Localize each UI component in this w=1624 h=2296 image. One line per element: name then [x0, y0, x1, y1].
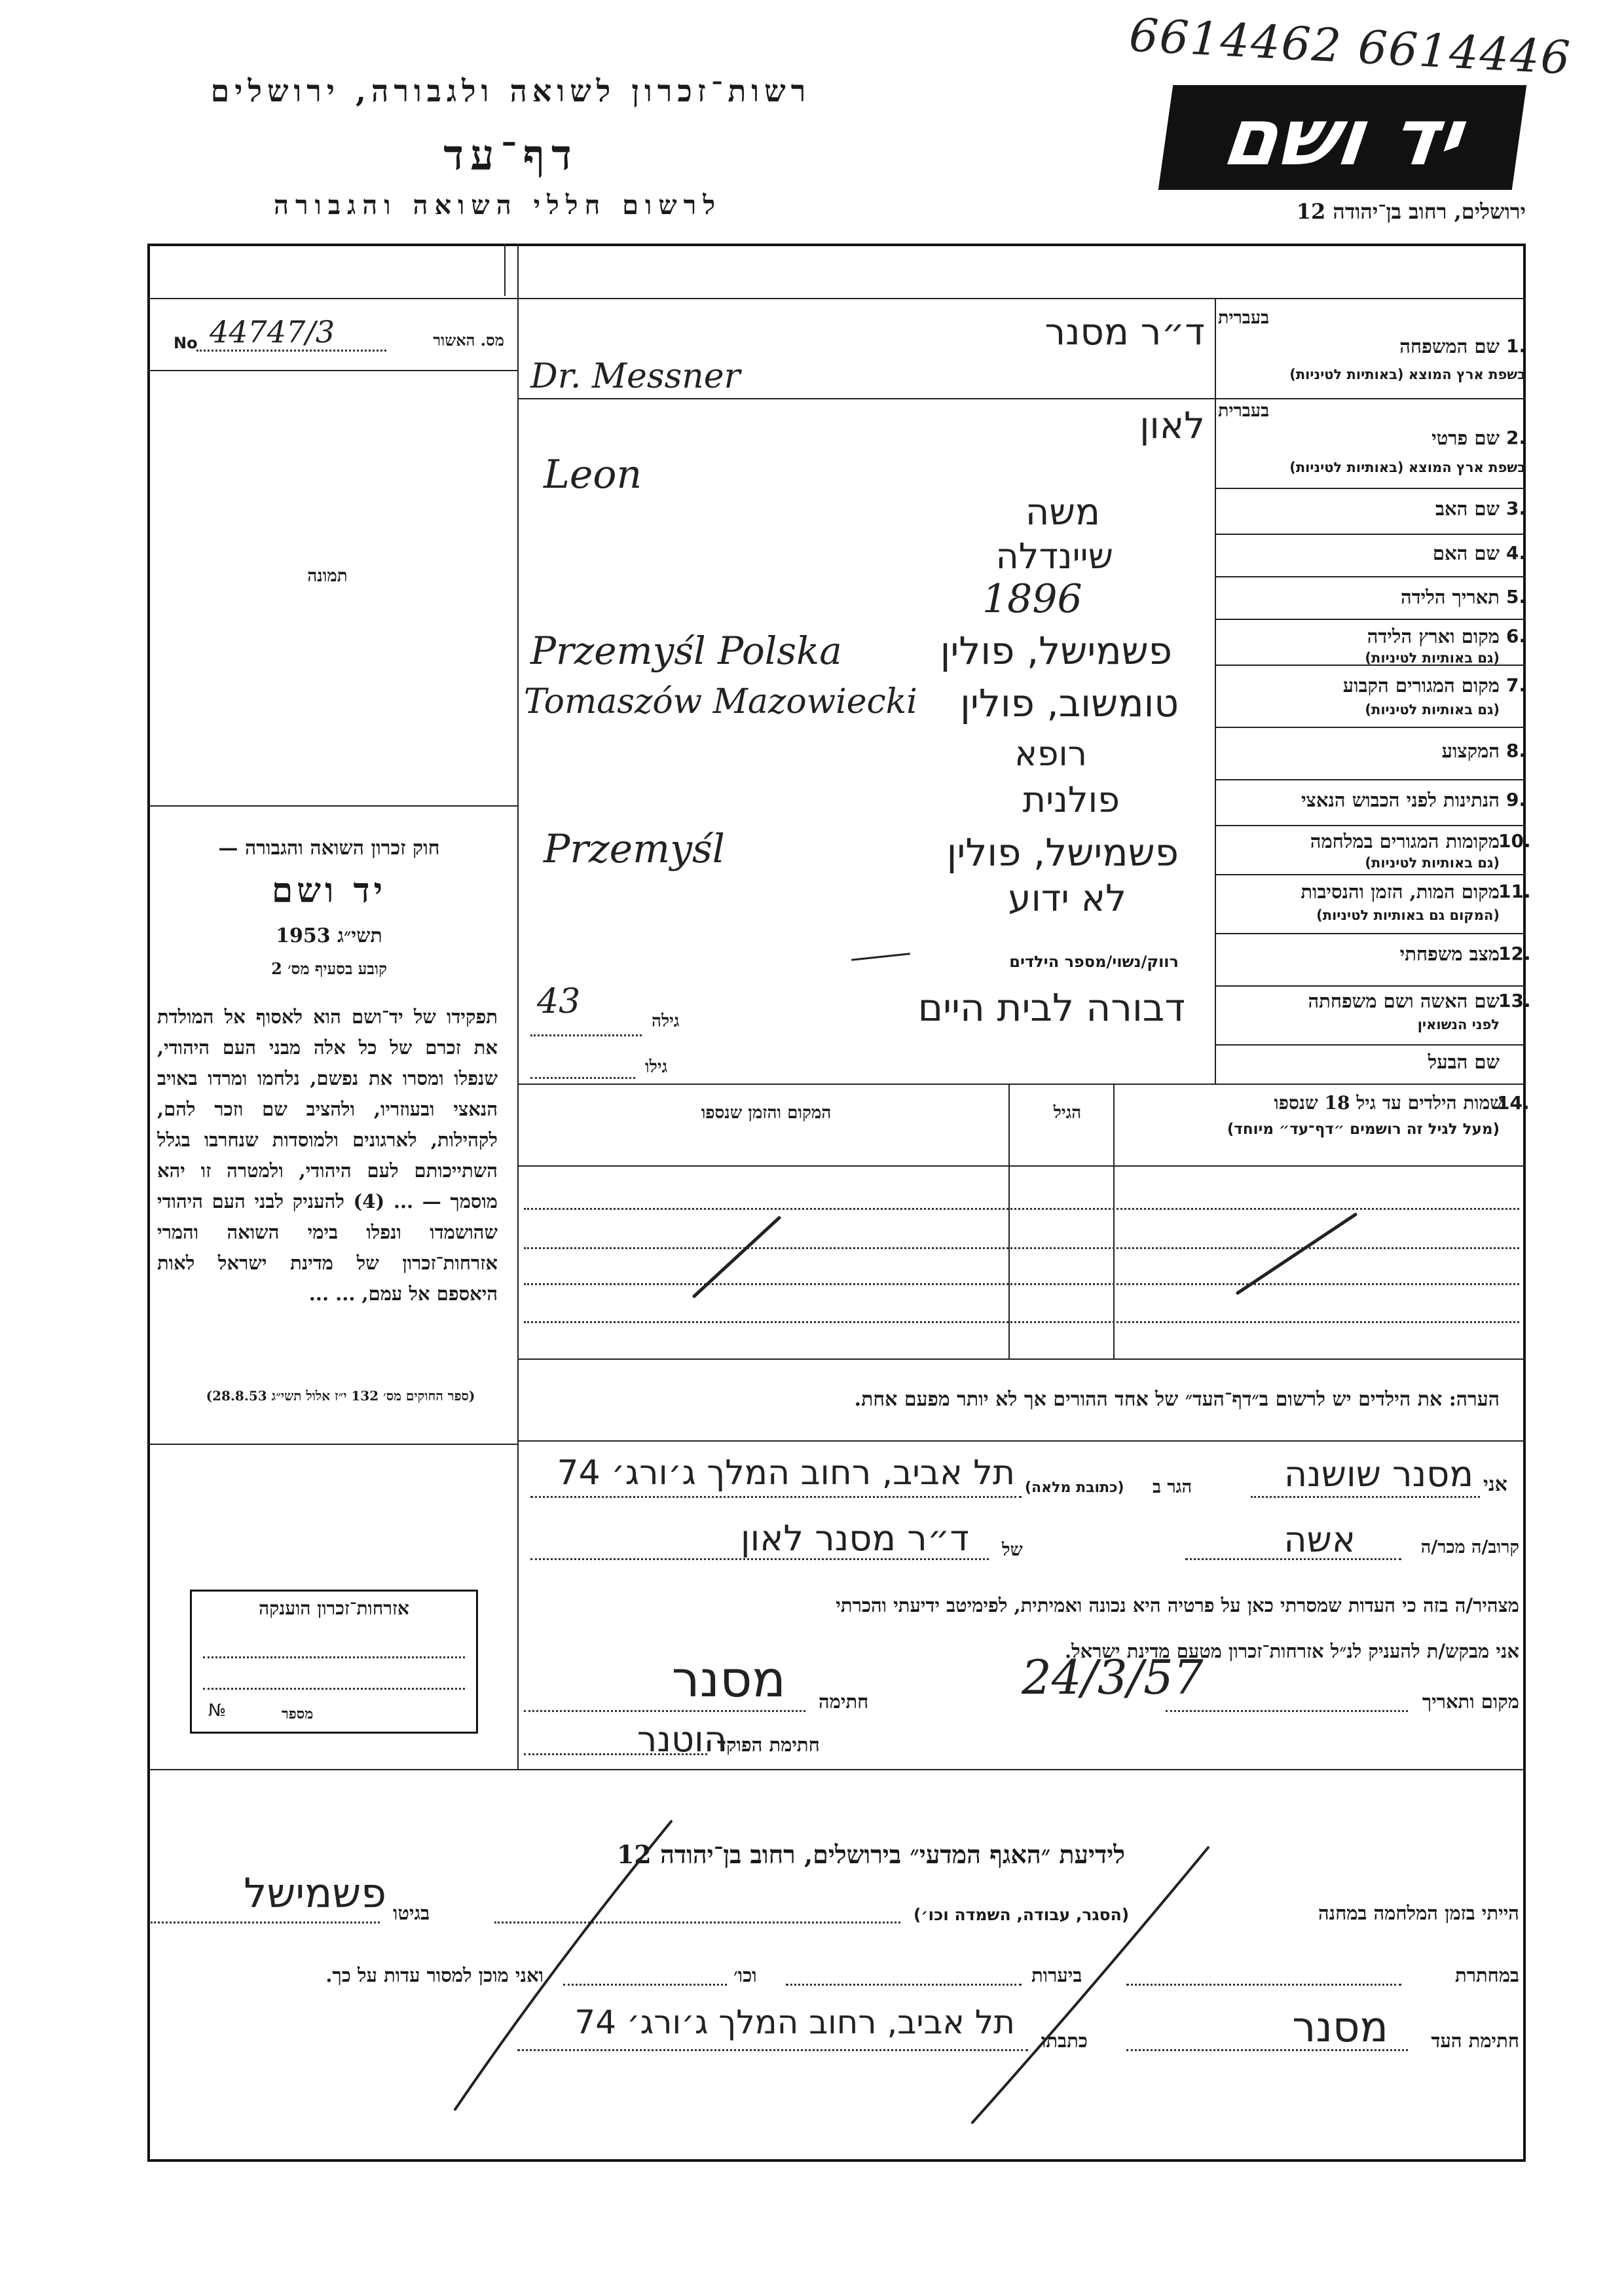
- law-clause: קובע בסעיף מס׳ 2: [271, 959, 387, 978]
- field-13-label: שם האשה ושם משפחתה: [1308, 990, 1500, 1012]
- law-title: חוק זכרון השואה והגבורה —: [218, 837, 440, 860]
- field-10-sub: (גם באותיות לטיניות): [1365, 855, 1500, 871]
- strike-1: [455, 1821, 671, 2109]
- form-title: דף־עד: [443, 131, 578, 180]
- decl-relative-label: קרוב/ה מכר/ה: [1420, 1537, 1519, 1558]
- award-no-label: מספר: [282, 1705, 314, 1722]
- field-2-value-latin: Leon: [544, 452, 642, 498]
- field-1-sub: בשפת ארץ המוצא (באותיות לטיניות): [1289, 367, 1526, 382]
- field-8-value: רופא: [1014, 735, 1087, 774]
- science-address-label: כתבתו: [1041, 2030, 1088, 2052]
- decl-address-hint: (כתובת מלאה): [1025, 1480, 1124, 1496]
- science-line-1a: הייתי בזמן המלחמה במחנה: [1318, 1902, 1519, 1924]
- field-13-age-value: 43: [537, 982, 581, 1021]
- field-13-age-label: גילה: [652, 1011, 680, 1031]
- decl-ani: אני: [1483, 1473, 1507, 1496]
- field-10-value-he: פשמישל, פולין: [946, 830, 1179, 875]
- field-1-value-he: ד״ר מסנר: [1044, 311, 1205, 354]
- field-7-sub: (גם באותיות לטיניות): [1365, 702, 1500, 718]
- field-7-number: 7.: [1506, 674, 1526, 696]
- decl-name-value: מסנר שושנה: [1283, 1453, 1473, 1495]
- field-2-sub: בשפת ארץ המוצא (באותיות לטיניות): [1289, 460, 1526, 475]
- field-2-label: שם פרטי: [1431, 427, 1500, 449]
- children-strike-marks: [517, 1165, 1526, 1362]
- field-1-value-latin: Dr. Messner: [530, 357, 741, 396]
- field-12-number: 12.: [1498, 943, 1531, 964]
- cert-no-label: מס. האשור: [433, 331, 504, 350]
- decl-of-value: ד״ר מסנר לאון: [740, 1518, 969, 1559]
- field-1-number: 1.: [1506, 335, 1526, 357]
- field-11-sub: (המקום גם באותיות לטיניות): [1316, 907, 1500, 923]
- field-11-label: מקום המות, הזמן והנסיבות: [1301, 881, 1500, 903]
- field-6-value-he: פשמישל, פולין: [940, 629, 1172, 673]
- field-6-value-latin: Przemyśl Polska: [530, 629, 842, 673]
- law-text: תפקידו של יד־ושם הוא לאסוף אל המולדת את זכרם של כל אלה מבני העם היהודי, שנפלו ומסרו את נפשם, נלחמו ומרדו באויב הנאצי ובעוזריו, ולהציב שם וזכר להם, לקהילות, לארגונים ולמוסדות שנחרבו בגלל השתייכותם לעם היהודי, ולמטרה זו יהא מוסמך — ... (4) להעניק לבני העם היהודי שהושמדו ונפלו בימי השואה והמרי אזרחות־זכרון של מדינת ישראל לאות היאספם אל עמם, ... ...: [157, 1006, 498, 1305]
- field-5-number: 5.: [1506, 586, 1526, 608]
- science-line-2d: ואני מוכן למסור עדות על כך.: [325, 1964, 544, 1986]
- field-3-value: משה: [1025, 491, 1100, 534]
- field-7-label: מקום המגורים הקבוע: [1342, 674, 1500, 697]
- cert-no-prefix: No: [174, 334, 198, 352]
- field-4-label: שם האם: [1432, 542, 1500, 564]
- field-6-sub: (גם באותיות לטיניות): [1365, 650, 1500, 666]
- field-12-extra: רווק/נשוי/מספר הילדים: [1009, 953, 1179, 971]
- science-line-1b: (הסגר, עבודה, השמדה וכו׳): [913, 1905, 1130, 1924]
- science-witness-value: מסנר: [1292, 2003, 1388, 2052]
- decl-residing: הגר ב: [1153, 1477, 1192, 1497]
- law-source: (ספר החוקים מס׳ 132 י״ז אלול תשי״ג 28.8.53): [206, 1388, 475, 1404]
- decl-of-label: של: [1002, 1540, 1023, 1560]
- children-title-sub: (מעל לגיל זה רושמים ״דף־עד״ מיוחד): [1227, 1121, 1500, 1138]
- field-5-label: תאריך הלידה: [1401, 586, 1500, 608]
- field-2-value-he: לאון: [1139, 405, 1205, 447]
- children-number: 14.: [1497, 1092, 1530, 1114]
- science-title: לידיעת ״האגף המדעי״ בירושלים, רחוב בן־יהודה 12: [616, 1840, 1126, 1869]
- field-10-number: 10.: [1498, 830, 1531, 852]
- field-7-value-he: טומשוב, פולין: [960, 681, 1179, 725]
- field-5-value: 1896: [982, 576, 1082, 622]
- science-address-value: תל אביב, רחוב המלך ג׳ורג׳ 74: [574, 2003, 1015, 2041]
- field-9-label: הנתינות לפני הכבוש הנאצי: [1301, 789, 1500, 811]
- field-13-value: דבורה לבית היים: [917, 985, 1185, 1030]
- authority-name: רשות־זכרון לשואה ולגבורה, ירושלים: [210, 73, 811, 109]
- science-strike-marks: [147, 1769, 1526, 2162]
- law-year: תשי״ג 1953: [276, 924, 382, 947]
- science-line-1c: בגיטו: [393, 1902, 430, 1924]
- field-6-number: 6.: [1506, 625, 1526, 647]
- science-line-2b: ביערות: [1031, 1964, 1082, 1986]
- field-13-number: 13.: [1498, 990, 1531, 1011]
- field-6-label: מקום וארץ הלידה: [1367, 625, 1500, 647]
- children-col-age: הגיל: [1053, 1103, 1082, 1123]
- decl-signature-value: מסנר: [671, 1650, 786, 1708]
- decl-relative-value: אשה: [1283, 1519, 1356, 1560]
- children-title: שמות הילדים עד גיל 18 שנספו: [1274, 1092, 1503, 1114]
- serial-number: 6614462 6614446: [1128, 8, 1573, 85]
- decl-line-1: מצהיר/ה בזה כי העדות שמסרתי כאן על פרטיה היא נכונה ואמיתית, לפימיטב ידיעתי והכרתי: [836, 1594, 1519, 1616]
- field-12-label: מצב משפחתי: [1399, 943, 1500, 965]
- field-3-label: שם האב: [1435, 498, 1500, 520]
- field-10-value-latin: Przemyśl: [544, 826, 725, 872]
- decl-place-date-value: 24/3/57: [1022, 1650, 1204, 1705]
- science-line-2a: במחתרת: [1455, 1964, 1519, 1986]
- science-line-2c: וכו׳: [733, 1964, 757, 1986]
- award-box-title: אזרחות־זכרון הוענקה: [259, 1597, 409, 1619]
- address: ירושלים, רחוב בן־יהודה 12: [1296, 199, 1526, 224]
- decl-line-2: אני מבקש/ת להעניק לנ״ל אזרחות־זכרון מטעם מדינת ישראל.: [1065, 1640, 1519, 1662]
- field-1-label: שם המשפחה: [1399, 335, 1500, 357]
- field-9-value: פולנית: [1022, 779, 1120, 820]
- decl-address-value: תל אביב, רחוב המלך ג׳ורג׳ 74: [557, 1453, 1015, 1493]
- field-1-tag: בעברית: [1218, 308, 1270, 328]
- field-4-number: 4.: [1506, 542, 1526, 564]
- cert-no-value: 44747/3: [210, 314, 335, 350]
- field-2-tag: בעברית: [1218, 401, 1270, 421]
- husband-age-label: גילו: [645, 1057, 668, 1077]
- field-9-number: 9.: [1506, 789, 1526, 811]
- law-name: יד ושם: [271, 871, 387, 911]
- field-7-value-latin: Tomaszów Mazowiecki: [524, 682, 917, 721]
- field-8-number: 8.: [1506, 740, 1526, 761]
- note-text: הערה: את הילדים יש לרשום ב״דף־העד״ של אחד ההורים אך לא יותר מפעם אחת.: [854, 1388, 1500, 1411]
- field-10-label: מקומות המגורים במלחמה: [1310, 830, 1500, 852]
- children-col-place: המקום והזמן שנספו: [701, 1103, 832, 1123]
- field-11-number: 11.: [1498, 881, 1531, 902]
- science-witness-label: חתימת העד: [1431, 2030, 1519, 2052]
- decl-place-date-label: מקום ותאריך: [1422, 1690, 1519, 1713]
- field-3-number: 3.: [1506, 498, 1526, 519]
- science-ghetto-value: פשמישל: [244, 1869, 386, 1917]
- husband-label: שם הבעל: [1428, 1051, 1500, 1073]
- field-13-sub: לפני הנשואין: [1417, 1017, 1500, 1032]
- strike-left: [694, 1218, 779, 1296]
- decl-officer-value: הוטנר: [637, 1719, 727, 1760]
- decl-signature-label: חתימה: [819, 1690, 869, 1713]
- form-subtitle: לרשום חללי השואה והגבורה: [273, 190, 722, 221]
- field-8-label: המקצוע: [1441, 740, 1500, 762]
- field-4-value: שיינדלה: [995, 536, 1113, 577]
- strike-2: [972, 1848, 1208, 2123]
- field-2-number: 2.: [1506, 427, 1526, 448]
- award-no-sign: №: [208, 1701, 227, 1721]
- photo-label: תמונה: [307, 566, 348, 586]
- logo-text: יד ושם: [1217, 92, 1467, 183]
- decl-officer-label: חתימת הפוקד: [717, 1734, 820, 1756]
- yad-vashem-logo: [1158, 85, 1526, 190]
- field-11-value: לא ידוע: [1008, 877, 1126, 920]
- strike-right: [1238, 1214, 1356, 1293]
